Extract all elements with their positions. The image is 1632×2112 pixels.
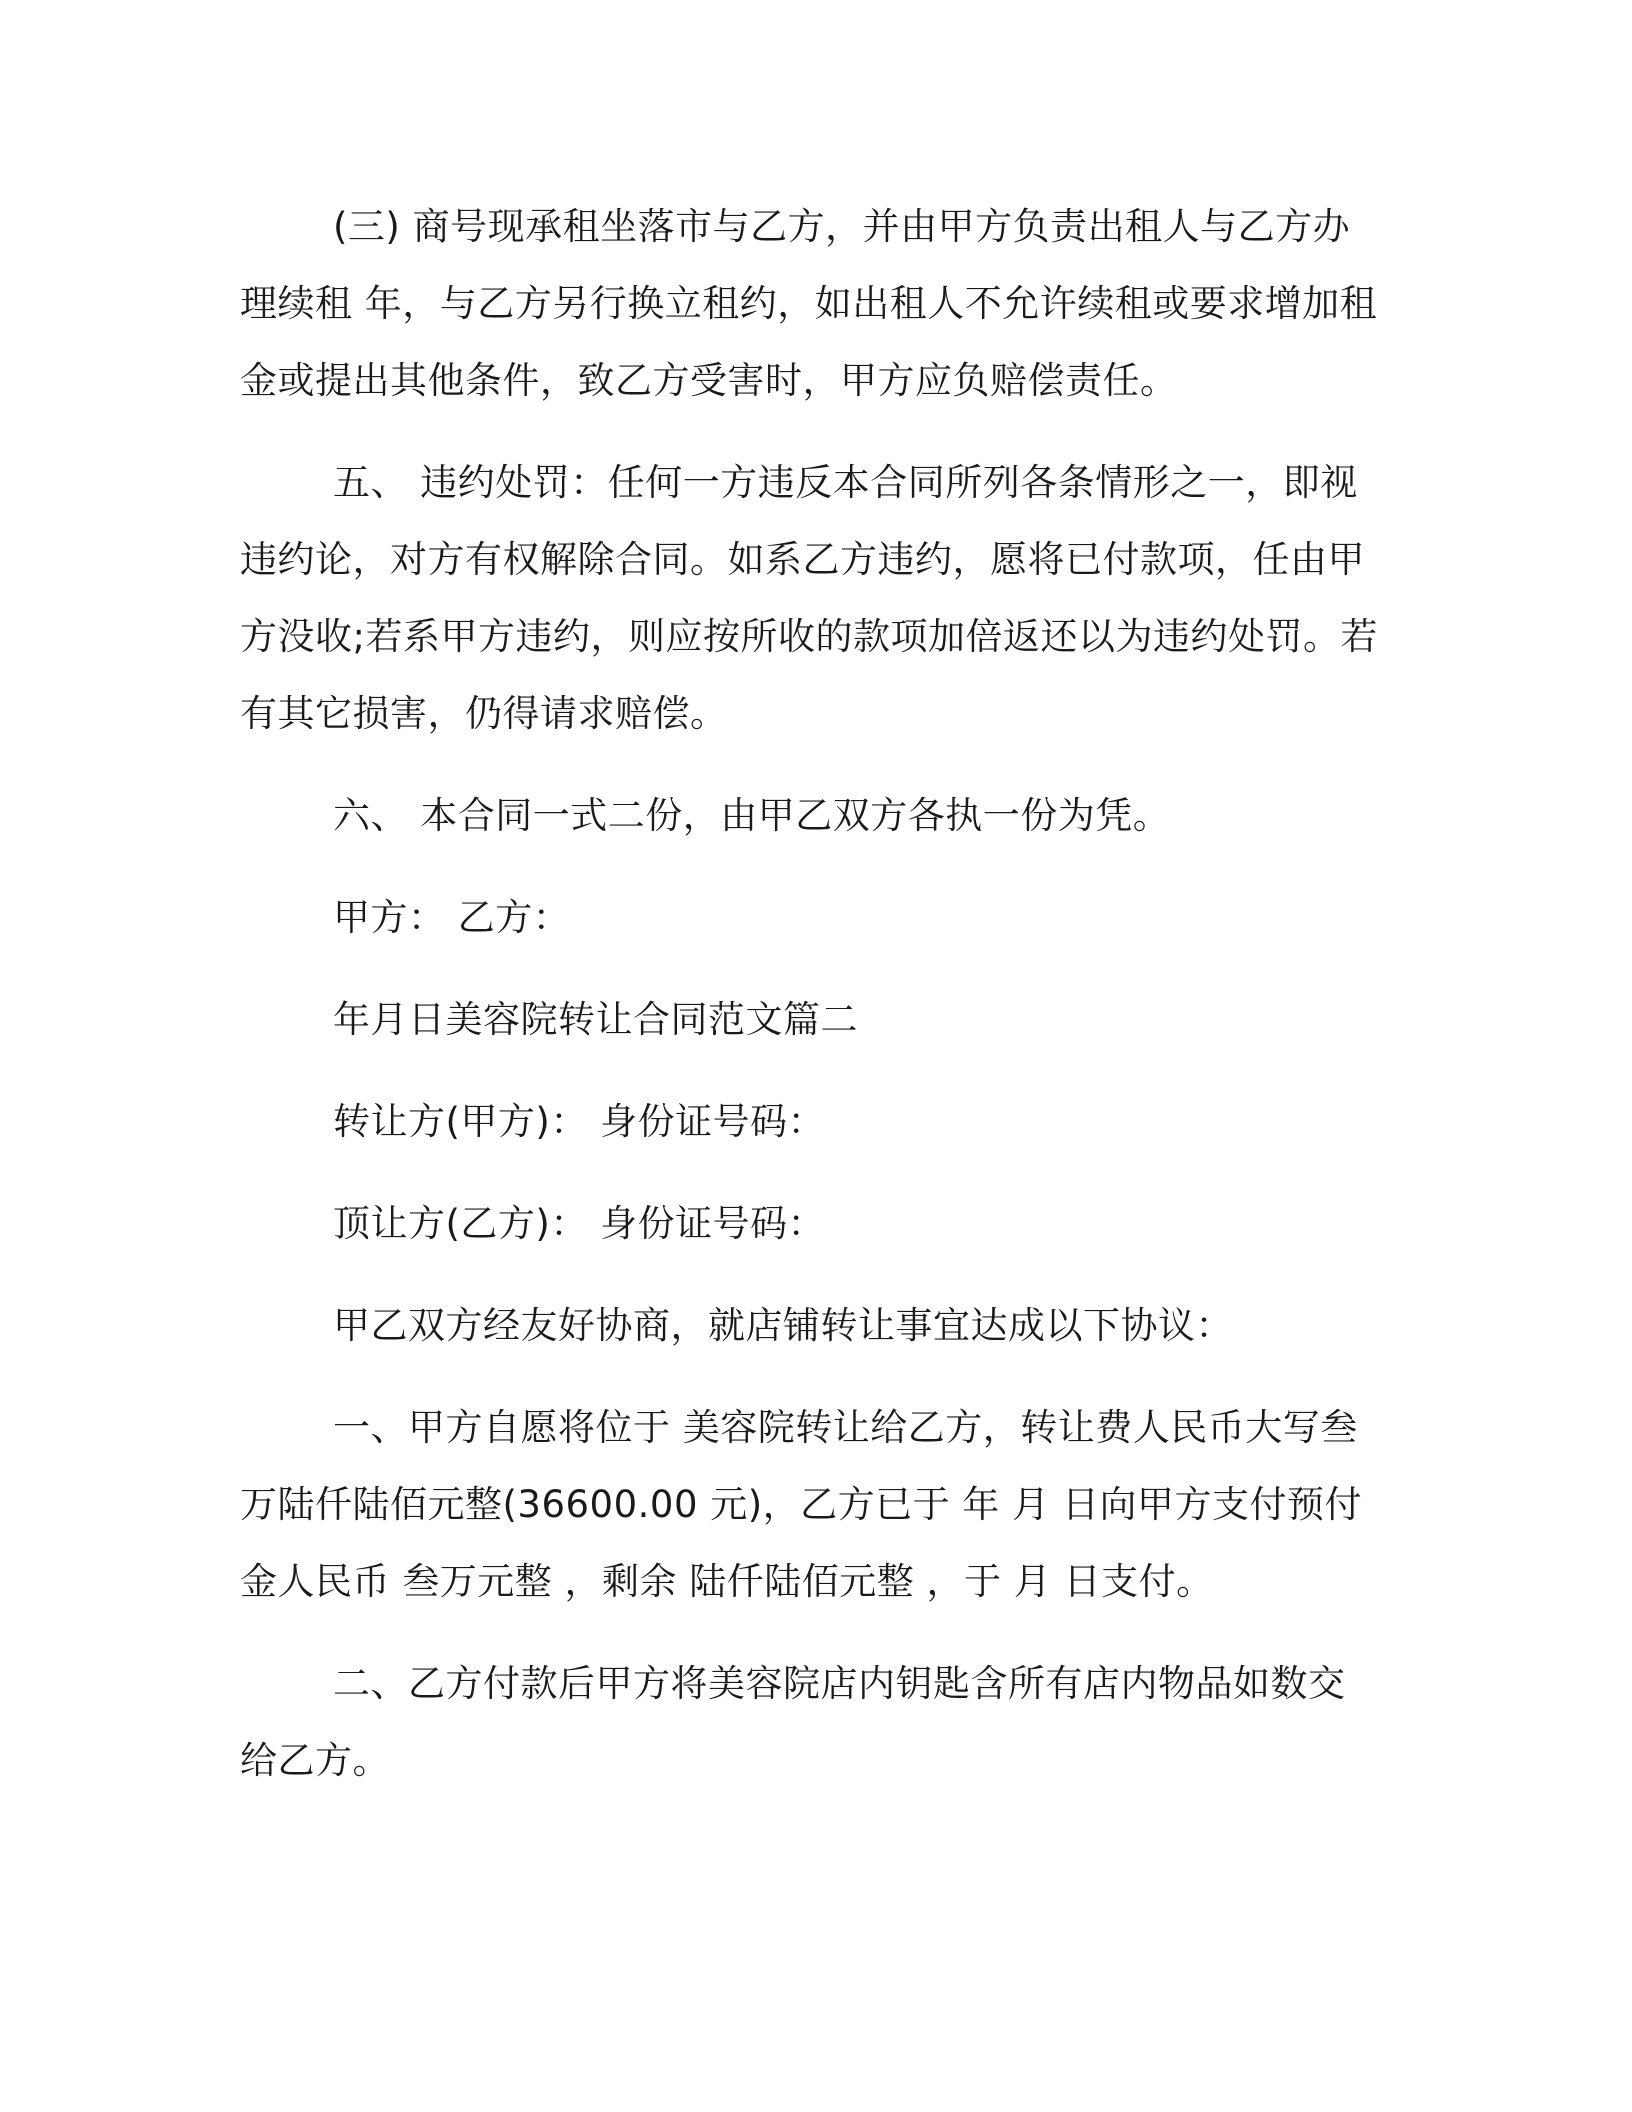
paragraph-transferee: 顶让方(乙方)： 身份证号码： <box>333 1202 826 1245</box>
paragraph-transferor: 转让方(甲方)： 身份证号码： <box>333 1100 826 1143</box>
paragraph-agreement-intro: 甲乙双方经友好协商，就店铺转让事宜达成以下协议： <box>333 1304 1233 1347</box>
paragraph-renewal-clause: (三) 商号现承租坐落市与乙方，并由甲方负责出租人与乙方办理续租 年，与乙方另行换立租约，如出租人不允许续租或要求增加租金或提出其他条件，致乙方受害时，甲方应负赔偿责任。 <box>240 205 1378 402</box>
document-body <box>240 188 1380 1799</box>
paragraph-clause-one: 一、甲方自愿将位于 美容院转让给乙方，转让费人民币大写叁万陆仟陆佰元整(36600.00 元)，乙方已于 年 月 日向甲方支付预付金人民币 叁万元整 ，剩余 陆仟陆佰元整 ，于 月 日支付。 <box>240 1406 1362 1603</box>
paragraph-breach-penalty: 五、 违约处罚：任何一方违反本合同所列各条情形之一，即视违约论，对方有权解除合同。如系乙方违约，愿将已付款项，任由甲方没收;若系甲方违约，则应按所收的款项加倍返还以为违约处罚。若有其它损害，仍得请求赔偿。 <box>240 461 1378 735</box>
paragraph-section-title: 年月日美容院转让合同范文篇二 <box>333 998 858 1041</box>
paragraph-clause-two: 二、乙方付款后甲方将美容院店内钥匙含所有店内物品如数交给乙方。 <box>240 1662 1346 1782</box>
paragraph-copies: 六、 本合同一式二份，由甲乙双方各执一份为凭。 <box>333 794 1171 837</box>
paragraph-signatories: 甲方： 乙方： <box>333 896 571 939</box>
